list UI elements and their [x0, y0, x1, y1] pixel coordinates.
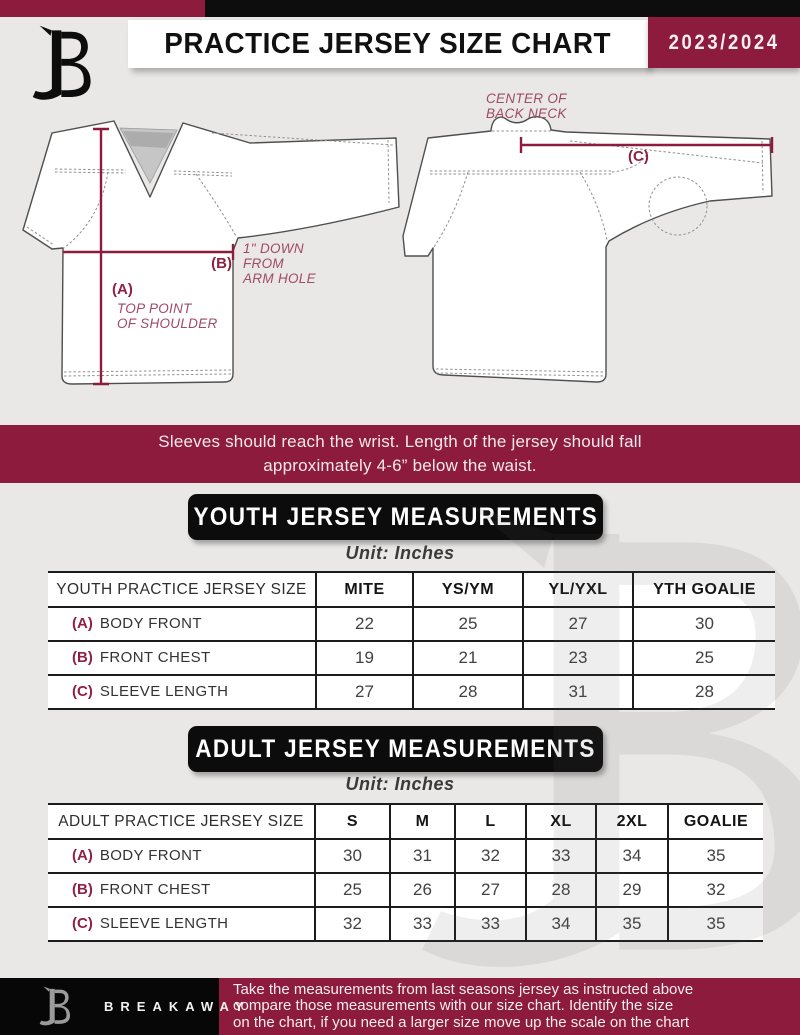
measurement-row-label: [48, 839, 315, 873]
measurement-value: 22: [316, 607, 413, 641]
measurement-value: 32: [455, 839, 526, 873]
measurement-key: (A): [72, 847, 93, 864]
measure-a-caption: TOP POINT OF SHOULDER: [117, 301, 218, 331]
measurement-value: 25: [315, 873, 390, 907]
footer-instructions-line2: compare those measurements with our size chart. Identify the size: [233, 997, 674, 1015]
youth-section-banner: [188, 494, 603, 540]
page-title: PRACTICE JERSEY SIZE CHART: [164, 27, 612, 60]
fit-notice-banner: [0, 425, 800, 483]
size-option-header: YL/YXL: [523, 572, 633, 607]
size-option-header: M: [390, 804, 455, 839]
measurement-value: 21: [413, 641, 523, 675]
footer-instructions-line1: Take the measurements from last seasons jersey as instructed above: [233, 980, 694, 998]
measurement-value: 27: [523, 607, 633, 641]
footer-instructions-line3: on the chart, if you need a larger size move up the scale on the chart: [233, 1013, 690, 1031]
measurement-value: 33: [526, 839, 596, 873]
season-badge: [648, 17, 800, 68]
footer-brand-name: BREAKAWAY: [104, 999, 251, 1014]
measure-b-key: (B): [211, 255, 232, 272]
measurement-value: 29: [596, 873, 668, 907]
measurement-value: 34: [526, 907, 596, 941]
season-label: 2023/2024: [668, 30, 780, 54]
measurement-value: 25: [633, 641, 775, 675]
measurement-value: 28: [633, 675, 775, 709]
measure-b-caption: 1" DOWN FROM ARM HOLE: [243, 241, 316, 286]
footer-breakaway-logo-icon: [36, 986, 72, 1026]
measurement-value: 35: [596, 907, 668, 941]
back-jersey-drawing: [403, 117, 772, 382]
measurement-value: 23: [523, 641, 633, 675]
measurement-value: 28: [413, 675, 523, 709]
measurement-label: BODY FRONT: [99, 615, 202, 632]
size-option-header: MITE: [316, 572, 413, 607]
measurement-value: 25: [413, 607, 523, 641]
measurement-value: 33: [455, 907, 526, 941]
measure-a-key: (A): [112, 281, 133, 298]
footer-brand-block: [0, 978, 251, 1035]
footer: [0, 978, 800, 1035]
measurement-value: 26: [390, 873, 455, 907]
measurement-key: (C): [72, 683, 93, 700]
measurement-value: 35: [668, 839, 763, 873]
measurement-value: 33: [390, 907, 455, 941]
measurement-label: BODY FRONT: [99, 847, 202, 864]
page-title-box: [128, 20, 648, 68]
size-column-header: YOUTH PRACTICE JERSEY SIZE: [48, 572, 316, 607]
measurement-row-label: [48, 907, 315, 941]
adult-unit-label: Unit: Inches: [345, 774, 455, 794]
measurement-row-label: [48, 873, 315, 907]
measurement-row-label: [48, 675, 316, 709]
fit-notice-line1: Sleeves should reach the wrist. Length of the jersey should fall: [158, 432, 642, 451]
measurement-value: 32: [668, 873, 763, 907]
size-option-header: YTH GOALIE: [633, 572, 775, 607]
size-option-header: S: [315, 804, 390, 839]
size-option-header: XL: [526, 804, 596, 839]
top-accent-bar-maroon: [0, 0, 205, 17]
adult-section-banner: [188, 726, 603, 772]
measurement-value: 30: [633, 607, 775, 641]
measurement-value: 27: [455, 873, 526, 907]
measurement-label: SLEEVE LENGTH: [99, 915, 229, 932]
measurement-label: FRONT CHEST: [99, 649, 211, 666]
measurement-key: (C): [72, 915, 93, 932]
measurement-key: (B): [72, 649, 93, 666]
measurement-label: SLEEVE LENGTH: [99, 683, 229, 700]
size-option-header: L: [455, 804, 526, 839]
measure-c-caption: CENTER OF BACK NECK: [486, 91, 567, 121]
adult-section-title: ADULT JERSEY MEASUREMENTS: [195, 734, 596, 763]
measurement-value: 34: [596, 839, 668, 873]
size-option-header: GOALIE: [668, 804, 763, 839]
measurement-value: 27: [316, 675, 413, 709]
measurement-row-label: [48, 607, 316, 641]
measurement-value: 31: [390, 839, 455, 873]
measure-c-key: (C): [628, 148, 649, 165]
measurement-value: 32: [315, 907, 390, 941]
measurement-row-label: [48, 641, 316, 675]
footer-instructions: [219, 978, 800, 1035]
size-option-header: 2XL: [596, 804, 668, 839]
size-option-header: YS/YM: [413, 572, 523, 607]
measurement-key: (B): [72, 881, 93, 898]
breakaway-logo-icon: [26, 24, 94, 102]
size-column-header: ADULT PRACTICE JERSEY SIZE: [48, 804, 315, 839]
measurement-value: 31: [523, 675, 633, 709]
measurement-value: 35: [668, 907, 763, 941]
measurement-key: (A): [72, 615, 93, 632]
youth-unit-label: Unit: Inches: [345, 543, 455, 563]
measurement-value: 30: [315, 839, 390, 873]
adult-size-table: [48, 803, 763, 942]
youth-section-title: YOUTH JERSEY MEASUREMENTS: [193, 502, 598, 531]
measurement-value: 28: [526, 873, 596, 907]
top-accent-bar: [0, 0, 800, 17]
measurement-label: FRONT CHEST: [99, 881, 211, 898]
measurement-value: 19: [316, 641, 413, 675]
jersey-diagram: [0, 80, 800, 430]
youth-size-table: [48, 571, 775, 710]
fit-notice-line2: approximately 4-6” below the waist.: [263, 456, 537, 475]
